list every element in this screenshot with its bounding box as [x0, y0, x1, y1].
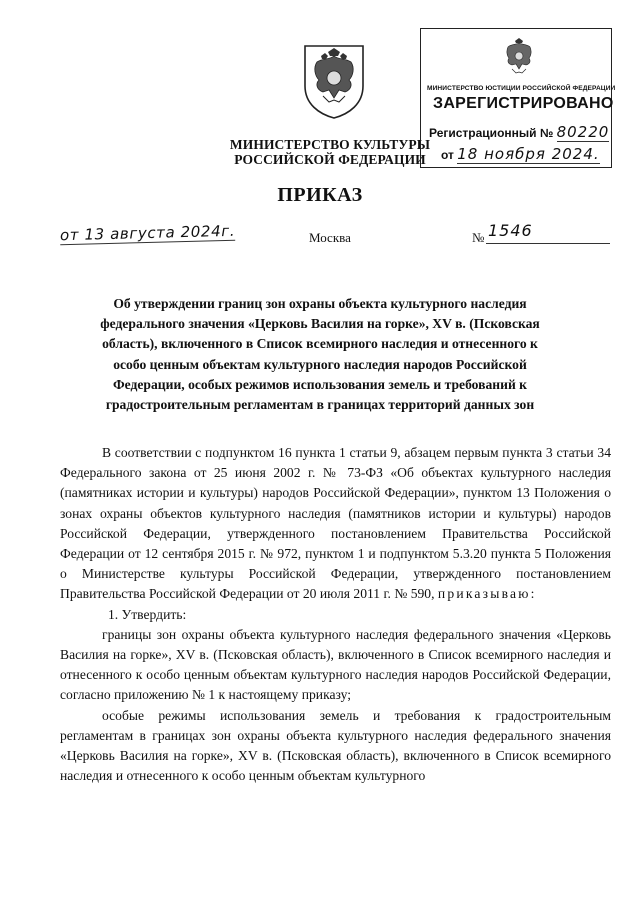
body-paragraph-1-end: приказываю: [437, 586, 537, 602]
stamp-date-value: 18 ноября 2024. [457, 145, 600, 163]
body-paragraph-1-text: В соответствии с подпунктом 16 пункта 1 статьи 9, абзацем первым пункта 3 статьи 34 Федерального закона от 25 июня 2002 г. № 73-ФЗ «Об объектах культурного наследия (памятниках истории и культуры) народов Российской Федерации», пунктом 13 Положения о зонах охраны объектов культурного наследия (памятников истории и культуры) народов Российской Федерации, утвержденного постановлением Правительства Российской Федерации от 12 сентября 2015 г. № 972, пунктом 1 и подпунктом 5.3.20 пункта 5 Положения о Министерстве культуры Российской Федерации, утвержденного постановлением Правительства Российской Федерации от 20 июля 2011 г. № 590, [60, 445, 611, 602]
stamp-title: ЗАРЕГИСТРИРОВАНО [433, 95, 614, 112]
stamp-date-label: от [441, 148, 454, 162]
order-number: 1546 [488, 221, 533, 240]
ministry-header [228, 137, 432, 167]
order-city: Москва [309, 230, 351, 245]
stamp-coat-of-arms-icon [501, 35, 537, 81]
stamp-reg-line [429, 123, 609, 142]
stamp-org: МИНИСТЕРСТВО ЮСТИЦИИ РОССИЙСКОЙ ФЕДЕРАЦИИ [427, 85, 616, 92]
body-paragraph-2: границы зон охраны объекта культурного наследия федерального значения «Церковь Василия на горке», XV в. (Псковская область), включенного в Список всемирного наследия и отнесенного к особо ценным объектам культурного наследия народов Российской Федерации, согласно приложению № 1 к настоящему приказу; [60, 626, 611, 703]
body-item-1: 1. Утвердить: [108, 606, 187, 622]
stamp-reg-number: 80220 [556, 123, 610, 141]
ministry-line2: РОССИЙСКОЙ ФЕДЕРАЦИИ [234, 152, 426, 167]
stamp-date-line [441, 145, 600, 164]
ministry-line1: МИНИСТЕРСТВО КУЛЬТУРЫ [229, 137, 431, 152]
order-subject: Об утверждении границ зон охраны объекта культурного наследия федерального значения «Церковь Василия на горке», XV в. (Псковская область), включенного в Список всемирного наследия и отнесенного к особо ценным объектам культурного наследия народов Российской Федерации, особых режимов использования земель и требований к градостроительным регламентам в границах территорий данных зон [100, 296, 540, 413]
stamp-reg-label: Регистрационный № [429, 126, 554, 140]
body-paragraph-1 [60, 443, 611, 605]
order-number-underline [486, 243, 610, 244]
coat-of-arms-icon [299, 40, 369, 120]
body-paragraph-3: особые режимы использования земель и требования к градостроительным регламентам в границах зон охраны объекта культурного наследия федерального значения «Церковь Василия на горке», XV в. (Псковская область), включенного в Список всемирного наследия и отнесенного к особо ценным объектам культурного [60, 707, 611, 784]
order-date: от 13 августа 2024г. [59, 221, 236, 245]
registration-stamp [420, 28, 616, 168]
order-number-label: № [472, 230, 485, 245]
document-title: ПРИКАЗ [277, 184, 363, 206]
order-body [60, 443, 611, 786]
